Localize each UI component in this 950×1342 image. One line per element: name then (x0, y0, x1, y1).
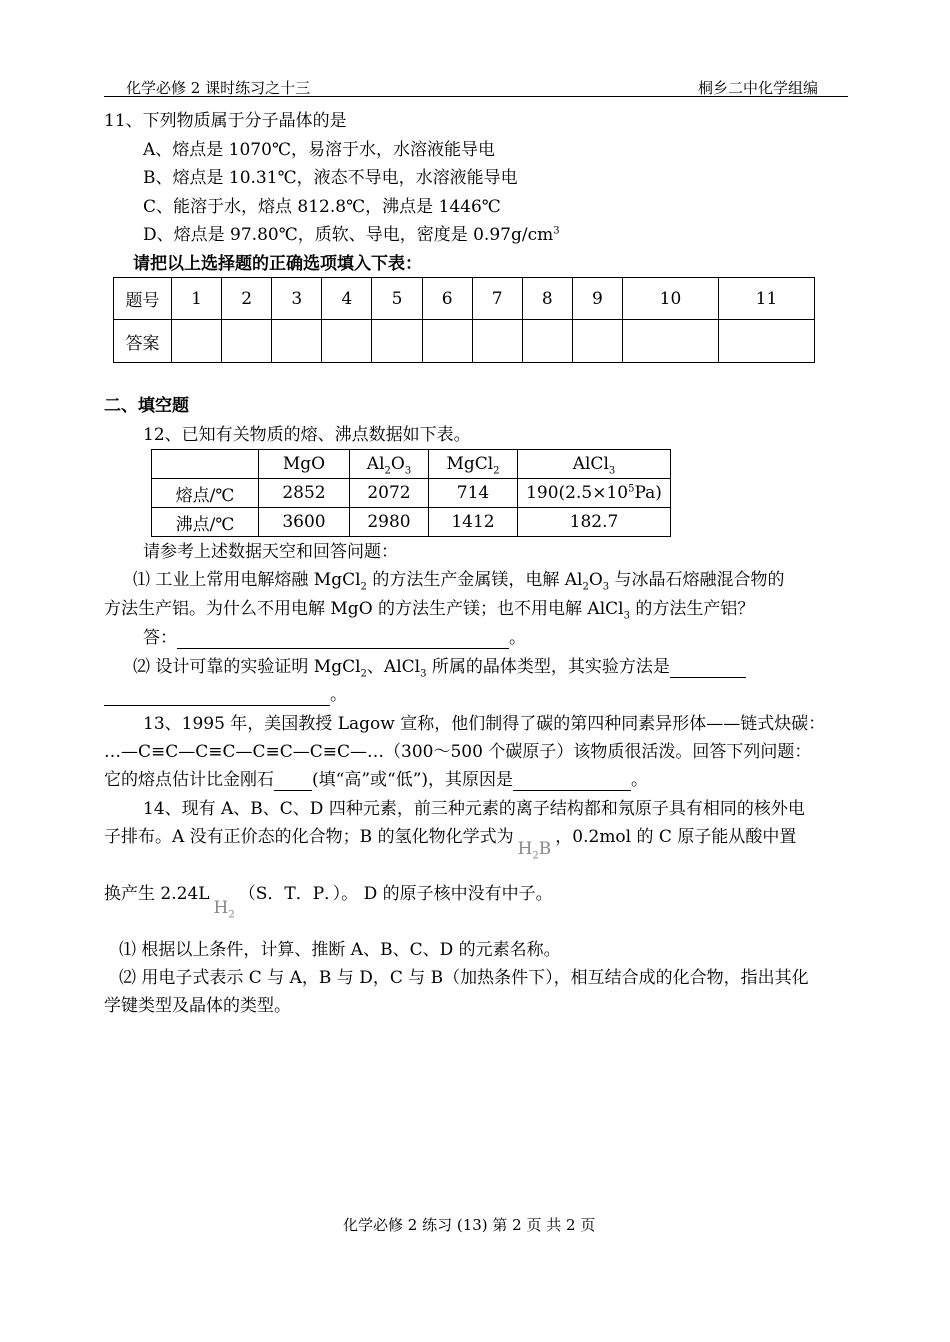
q12-cell-alcl3-melting: $190(2.5\times 10^5Pa)$ (518, 479, 671, 508)
answer-table-number: 8 (522, 278, 572, 320)
q12-part2-line1: ⑵ 设计可靠的实验证明 MgCl$_2$、AlCl$_3$ 所属的晶体类型，其实验方法是 (133, 656, 746, 678)
answer-cell[interactable] (622, 320, 718, 363)
answer-table-number: 1 (172, 278, 222, 320)
q12-part2-line2: 。 (104, 684, 347, 706)
q13-line3: 它的熔点估计比金刚石 (填“高”或“低”)，其原因是 。 (104, 770, 649, 790)
h2b-formula: $H_2B$ (517, 839, 552, 862)
q12-stem: 12、已知有关物质的熔、沸点数据如下表。 (143, 425, 471, 445)
answer-table-number: 10 (622, 278, 718, 320)
q12-cell: 2980 (350, 508, 429, 537)
q14-line2: 子排布。A 没有正价态的化合物；B 的氢化物化学式为$H_2B$，0.2mol 的 C 原子能从酸中置 (104, 827, 797, 862)
answer-table-number: 3 (272, 278, 322, 320)
h2-formula: $H_2$ (213, 898, 235, 921)
q12-header-alcl3: AlCl$_3$ (518, 450, 671, 479)
q12-part2-blank-a[interactable] (670, 659, 746, 678)
q12-row-label-boiling: 沸点/℃ (152, 508, 259, 537)
q12-cell: 714 (429, 479, 518, 508)
q11-option-a: A、熔点是 1070℃，易溶于水，水溶液能导电 (143, 140, 495, 160)
q12-table-corner (152, 450, 259, 479)
answer-table-number: 9 (572, 278, 622, 320)
q12-cell: 2852 (259, 479, 350, 508)
q11-option-c: C、能溶于水，熔点 812.8℃，沸点是 1446℃ (143, 197, 501, 217)
answer-cell[interactable] (222, 320, 272, 363)
answer-cell[interactable] (172, 320, 222, 363)
q12-cell: 182.7 (518, 508, 671, 537)
q11-stem: 11、下列物质属于分子晶体的是 (104, 111, 347, 131)
answer-cell[interactable] (572, 320, 622, 363)
q12-cell: 3600 (259, 508, 350, 537)
q12-part1-line2: 方法生产铝。为什么不用电解 MgO 的方法生产镁；也不用电解 AlCl$_3$ 的方法生产铝？ (104, 599, 755, 622)
answer-table-number-label: 题号 (114, 278, 172, 320)
answer-table (113, 277, 815, 363)
q12-data-table (151, 449, 671, 537)
q12-cell: 1412 (429, 508, 518, 537)
answer-table-number: 2 (222, 278, 272, 320)
q14-line3: 换产生 $2.24LH_2(S$．T．P．）。 D 的原子核中没有中子。 (104, 884, 553, 921)
q12-part1-line1: ⑴ 工业上常用电解熔融 MgCl$_2$ 的方法生产金属镁，电解 $Al_2O_3$ 与冰晶石熔融混合物的 (133, 570, 785, 593)
answer-cell[interactable] (322, 320, 372, 363)
answer-cell[interactable] (422, 320, 472, 363)
q12-header-mgo: MgO (259, 450, 350, 479)
answer-table-number: 6 (422, 278, 472, 320)
q12-prompt: 请参考上述数据天空和回答问题： (143, 542, 398, 562)
q14-part1: ⑴ 根据以上条件，计算、推断 A、B、C、D 的元素名称。 (119, 940, 561, 960)
answer-cell[interactable] (718, 320, 814, 363)
answer-table-number: 7 (472, 278, 522, 320)
answer-cell[interactable] (372, 320, 422, 363)
header-right: 桐乡二中化学组编 (698, 79, 819, 97)
q12-part2-blank-b[interactable] (104, 687, 330, 706)
footer: 化学必修 2 练习 (13) 第 2 页 共 2 页 (343, 1216, 596, 1234)
section2-title: 二、填空题 (104, 396, 189, 416)
answer-table-answer-label: 答案 (114, 320, 172, 363)
q12-answer-line: 答： 。 (143, 628, 526, 648)
q11-option-d: D、熔点是 97.80℃，质软、导电，密度是 $0.97g/cm^3$ (143, 225, 560, 245)
q12-cell: 2072 (350, 479, 429, 508)
header-rule (104, 96, 848, 97)
q13-blank-reason[interactable] (513, 772, 631, 791)
answer-table-number: 5 (372, 278, 422, 320)
q13-blank-high-low[interactable] (274, 772, 312, 791)
q13-line1: 13、1995 年，美国教授 Lagow 宣称，他们制得了碳的第四种同素异形体——链式炔碳： (143, 714, 826, 734)
q13-line2: …—C≡C—C≡C—C≡C—C≡C—…（300～500 个碳原子）该物质很活泼。回答下列问题： (104, 742, 812, 762)
answer-table-number: 11 (718, 278, 814, 320)
answer-cell[interactable] (272, 320, 322, 363)
q14-line1: 14、现有 A、B、C、D 四种元素，前三种元素的离子结构都和氖原子具有相同的核外电 (143, 799, 805, 819)
q12-row-label-melting: 熔点/℃ (152, 479, 259, 508)
q14-part2-line1: ⑵ 用电子式表示 C 与 A，B 与 D，C 与 B（加热条件下），相互结合成的化合物，指出其化 (119, 968, 809, 988)
q12-header-al2o3: $Al_2O_3$ (350, 450, 429, 479)
answer-table-number: 4 (322, 278, 372, 320)
header-left: 化学必修 2 课时练习之十三 (126, 79, 311, 97)
answer-cell[interactable] (522, 320, 572, 363)
answer-instruction: 请把以上选择题的正确选项填入下表： (133, 254, 422, 274)
q11-option-b: B、熔点是 10.31℃，液态不导电，水溶液能导电 (143, 168, 518, 188)
q12-answer-blank[interactable] (177, 630, 509, 649)
answer-cell[interactable] (472, 320, 522, 363)
q14-part2-line2: 学键类型及晶体的类型。 (104, 996, 291, 1016)
q12-header-mgcl2: MgCl$_2$ (429, 450, 518, 479)
